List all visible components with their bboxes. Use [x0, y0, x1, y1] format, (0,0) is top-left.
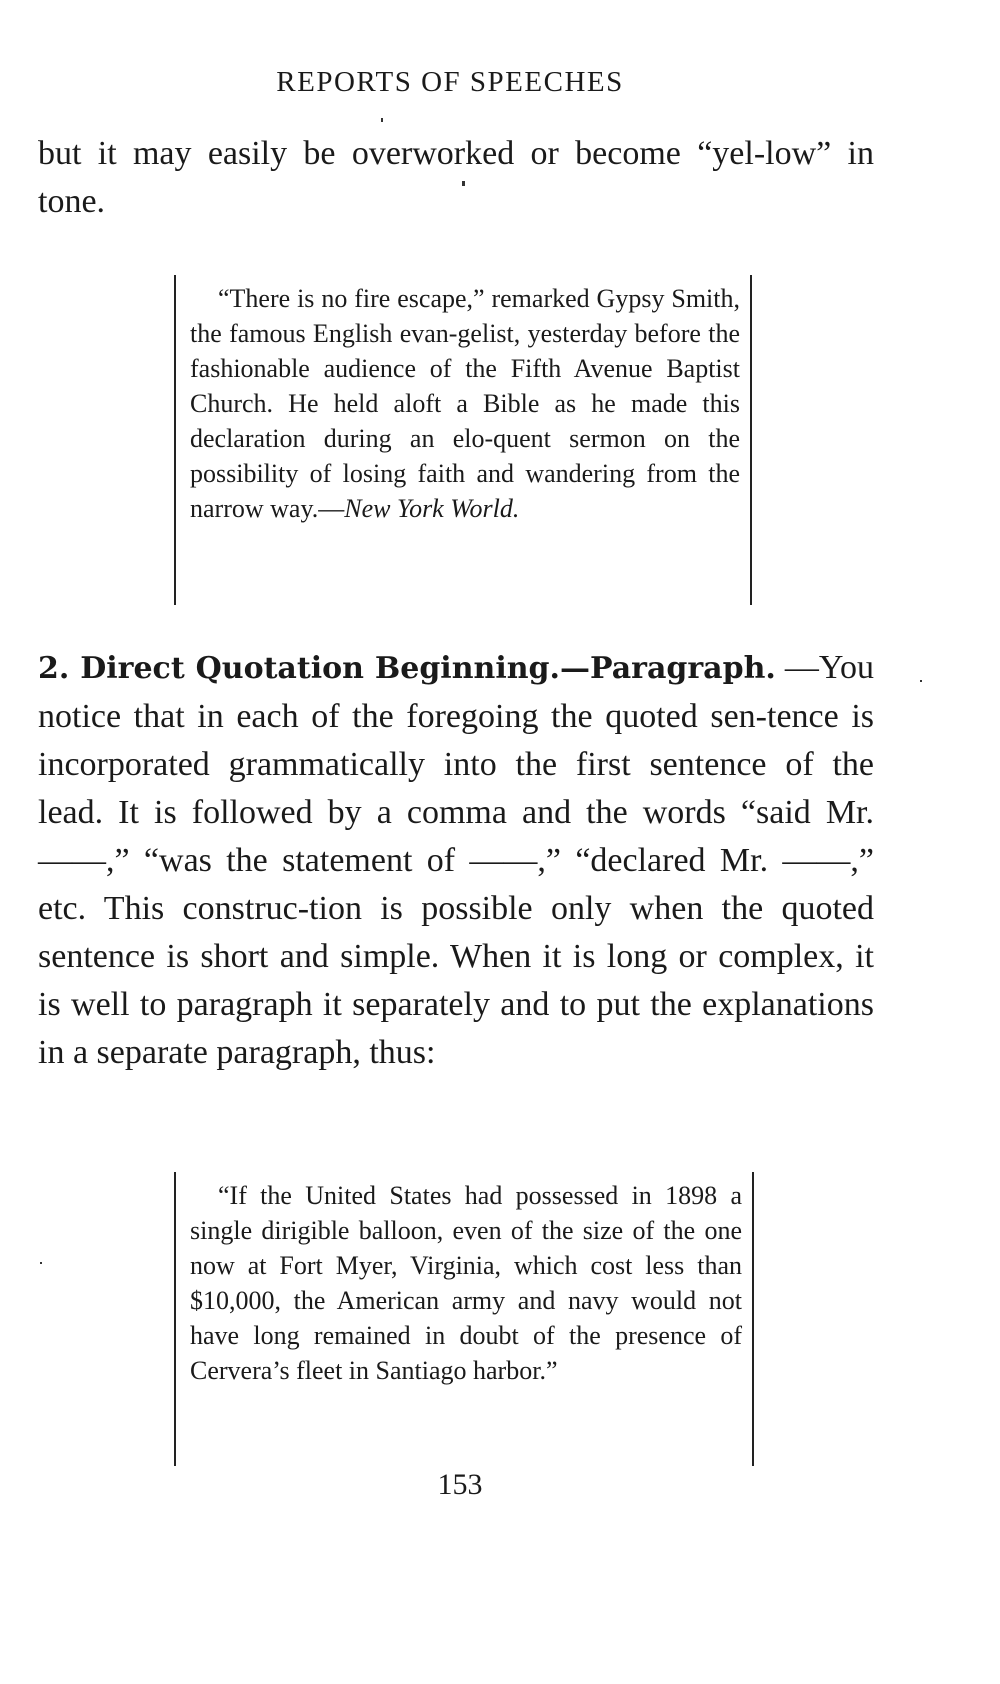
- paragraph-1: but it may easily be overworked or become “yel-low” in tone.: [38, 135, 874, 220]
- quote-1-body: “There is no fire escape,” remarked Gypsy Smith, the famous English evan-gelist, yesterday before the fashionable audience of the Fifth Avenue Baptist Church. He held aloft a Bible as he made this declaration during an elo-quent sermon on the possibility of losing faith and wandering from the narrow way.—: [190, 284, 740, 523]
- section-heading: 2. Direct Quotation Beginning.—Paragraph.: [38, 651, 776, 686]
- print-speck: [920, 680, 922, 682]
- paragraph-2-text: —You notice that in each of the foregoing the quoted sen-tence is incorporated grammatically into the first sentence of the lead. It is followed by a comma and the words “said Mr. ——,” “was the statement of ——,” “declared Mr. ——,” etc. This construc-tion is possible only when the quoted sentence is short and simple. When it is long or complex, it is well to paragraph it separately and to put the explanations in a separate paragraph, thus:: [38, 649, 874, 1071]
- block-quote-1: [174, 275, 752, 605]
- block-quote-1-text: [190, 281, 740, 526]
- running-head: REPORTS OF SPEECHES: [276, 66, 624, 98]
- block-quote-2: [174, 1172, 754, 1466]
- page-number: 153: [437, 1468, 483, 1501]
- print-speck: [381, 118, 383, 122]
- paragraph-2: [38, 644, 874, 1077]
- quote-1-source: New York World.: [344, 494, 520, 523]
- print-speck: [462, 181, 465, 186]
- print-speck: [40, 1262, 42, 1264]
- block-quote-2-text: “If the United States had possessed in 1898 a single dirigible balloon, even of the size of the one now at Fort Myer, Virginia, which cost less than $10,000, the American army and navy would not have long remained in doubt of the presence of Cervera’s fleet in Santiago harbor.”: [190, 1181, 742, 1385]
